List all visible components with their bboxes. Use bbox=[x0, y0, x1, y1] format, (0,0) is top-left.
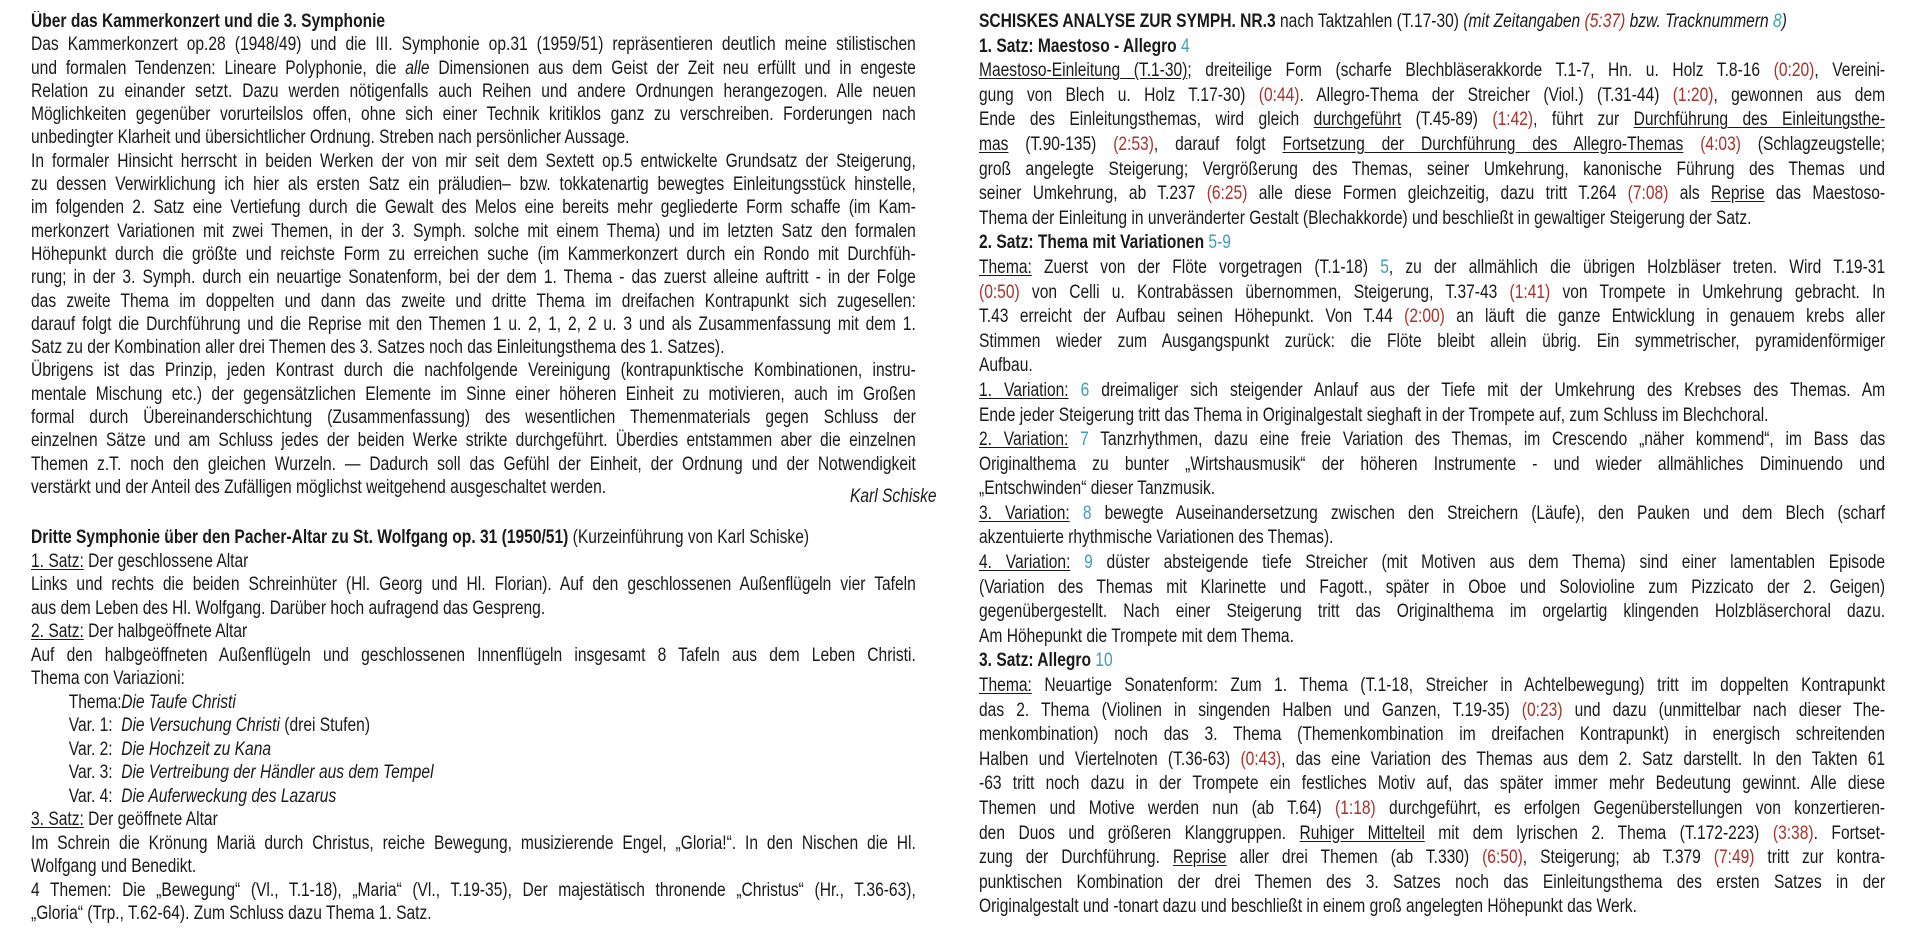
text-segment: Halben und Viertelnoten (T.36-63) bbox=[979, 748, 1241, 770]
text-segment: Satz zu der Kombination aller drei Themen des 3. Satzes noch das Einleitungsthema des 1. Satzes). bbox=[31, 337, 725, 359]
track-number: 5-9 bbox=[1208, 232, 1231, 254]
text-line bbox=[979, 895, 1885, 920]
text-segment: Auf den halbgeöffneten Außenflügeln und geschlossenen Innenflügeln insgesamt 8 Tafeln aus dem Leben Christi. bbox=[31, 644, 916, 666]
text-segment: Das Kammerkonzert op.28 (1948/49) und die III. Symphonie op.31 (1959/51) repräsentieren deutlich meine stilistischen bbox=[31, 34, 916, 56]
text-line bbox=[31, 103, 916, 126]
underlined-label: Thema: bbox=[979, 256, 1032, 278]
text-line bbox=[979, 723, 1885, 748]
text-segment: Tanzrhythmen, dazu eine freie Variation des Themas, im Crescendo „näher kommend“, im Bass das bbox=[1088, 429, 1886, 451]
text-segment: Thema con Variazioni: bbox=[31, 668, 185, 689]
text-line bbox=[979, 404, 1885, 429]
text-line bbox=[31, 57, 916, 80]
variation-label: Var. 2: bbox=[68, 738, 113, 760]
text-line bbox=[31, 808, 916, 832]
text-line bbox=[31, 220, 916, 243]
text-line bbox=[979, 256, 1885, 281]
text-segment: merkonzert Variationen mit zwei Themen, in der 3. Symph. solche mit einem Thema) und im letzten Satz den formalen bbox=[31, 220, 916, 242]
time-marker: (0:44) bbox=[1258, 84, 1300, 106]
essay-kammerkonzert-body bbox=[31, 10, 916, 499]
text-segment: „Gloria“ (Trp., T.62-64). Zum Schluss dazu Thema 1. Satz. bbox=[31, 903, 432, 924]
text-segment: (T.90-135) bbox=[1008, 133, 1114, 155]
underlined-label: Reprise bbox=[1172, 847, 1227, 869]
time-marker: (7:08) bbox=[1627, 183, 1669, 205]
text-segment: Der geöffnete Altar bbox=[83, 809, 218, 830]
text-line bbox=[979, 748, 1885, 773]
text-line bbox=[31, 691, 916, 715]
text-segment: von Celli u. Kontrabässen übernommen, Steigerung, T.37-43 bbox=[1019, 281, 1510, 303]
text-line bbox=[31, 667, 916, 691]
heading-text: 3. Satz: Allegro bbox=[979, 650, 1096, 672]
underlined-label: 3. Satz: bbox=[31, 809, 84, 830]
text-segment bbox=[1070, 503, 1083, 524]
text-segment: verstärkt und der Anteil des Zufälligen möglichst weitgehend ausgeschaltet werden. bbox=[31, 476, 607, 498]
text-line bbox=[31, 855, 916, 879]
heading-text: SCHISKES ANALYSE ZUR SYMPH. NR.3 bbox=[979, 11, 1276, 32]
text-segment: Themen z.T. noch den gleichen Wurzeln. — Dadurch soll das Gefühl der Einheit, der Ordnung und der Notwendigkeit bbox=[31, 453, 916, 475]
text-line bbox=[979, 526, 1885, 551]
underlined-label: 1. Satz: bbox=[31, 550, 84, 572]
text-line bbox=[979, 649, 1885, 674]
text-line bbox=[979, 108, 1885, 133]
text-line bbox=[31, 453, 916, 476]
track-number: 8 bbox=[1773, 11, 1782, 32]
text-segment: Aufbau. bbox=[979, 355, 1033, 377]
italic-text: bzw. Tracknummern bbox=[1625, 11, 1774, 32]
text-segment: zung der Durchführung. bbox=[979, 847, 1173, 869]
text-segment: Wolfgang und Benedikt. bbox=[31, 856, 197, 877]
text-line bbox=[979, 477, 1885, 502]
text-segment: Links und rechts die beiden Schreinhüter (Hl. Georg und Hl. Florian). Auf den geschlossenen Außenflügeln vier Tafeln bbox=[31, 574, 916, 595]
text-segment: groß angelegte Steigerung; Vergrößerung des Themas, seiner Umkehrung, kanonische Führung des Themas und bbox=[979, 158, 1886, 180]
text-line bbox=[979, 207, 1885, 232]
track-number: 10 bbox=[1095, 650, 1113, 672]
text-segment: , zu der allmählich die übrigen Holzbläser treten. Wird T.19-31 bbox=[1388, 256, 1886, 278]
variation-label: Thema: bbox=[68, 691, 122, 713]
text-line bbox=[979, 428, 1885, 453]
text-line bbox=[31, 526, 916, 550]
text-segment: Originalthema zu bunter „Wirtshausmusik“ der höheren Instrumente - und wieder allmähliches Diminuendo und bbox=[979, 453, 1886, 475]
text-segment: mentale Mischung etc.) der gegensätzlichen Elemente im Sinne einer höheren Einheit zu motivieren, auch im Großen bbox=[31, 383, 916, 405]
text-segment: das zweite Thema im doppelten und dann das zweite und dritte Thema im dreifachen Kontrapunkt sich zugesellen: bbox=[31, 290, 916, 312]
text-segment bbox=[1683, 134, 1700, 155]
text-line bbox=[979, 305, 1885, 330]
text-line bbox=[31, 902, 916, 926]
text-segment: Neuartige Sonatenform: Zum 1. Thema (T.1-18, Streicher in Achtelbewegung) tritt im doppelten Kontrapunkt bbox=[1031, 675, 1886, 697]
text-segment: (drei Stufen) bbox=[279, 715, 371, 736]
text-line bbox=[31, 313, 916, 336]
text-line bbox=[979, 625, 1885, 650]
time-marker: (0:23) bbox=[1521, 699, 1563, 721]
text-line bbox=[31, 406, 916, 429]
text-segment: düster absteigende tiefe Streicher (mit Motiven aus dem Thema) sind einer lamentablen Episode bbox=[1092, 552, 1886, 574]
text-line bbox=[979, 699, 1885, 724]
text-line bbox=[979, 35, 1885, 60]
underlined-label: durchgeführt bbox=[1313, 109, 1402, 131]
text-segment: aller drei Themen (ab T.330) bbox=[1226, 847, 1483, 869]
variation-label: Var. 1: bbox=[68, 715, 113, 736]
text-line bbox=[31, 150, 916, 173]
text-line bbox=[979, 133, 1885, 158]
text-line bbox=[979, 822, 1885, 847]
time-marker: (0:20) bbox=[1773, 60, 1815, 82]
variation-label: Var. 4: bbox=[68, 785, 113, 807]
heading-text: Über das Kammerkonzert und die 3. Symphonie bbox=[31, 11, 386, 32]
text-line bbox=[979, 59, 1885, 84]
text-line bbox=[31, 738, 916, 762]
underlined-label: Durchführung des Einleitungsthe- bbox=[1633, 109, 1886, 131]
text-line bbox=[979, 772, 1885, 797]
text-segment: im folgenden 2. Satz eine Vertiefung durch die Gewalt des Melos eine bereits mehr gegliederte Form schaffe (im Kam- bbox=[31, 197, 916, 219]
text-segment: Thema der Einleitung in unveränderter Gestalt (Blechakkorde) und beschließt in gewaltiger Steigerung der Satz. bbox=[979, 207, 1752, 229]
text-line bbox=[31, 644, 916, 668]
text-segment: nach Taktzahlen (T.17-30) bbox=[1275, 11, 1464, 32]
text-line bbox=[979, 502, 1885, 527]
text-segment: und formalen Tendenzen: Lineare Polyphonie, die bbox=[31, 57, 406, 79]
essay-kammerkonzert bbox=[31, 10, 916, 499]
time-marker: (6:25) bbox=[1206, 183, 1248, 205]
variation-label: Var. 3: bbox=[68, 762, 113, 783]
text-line bbox=[31, 714, 916, 738]
text-line bbox=[979, 379, 1885, 404]
text-segment: Möglichkeiten gegenüber vorurteilslos offen, ohne sich einer Technik kritiklos ganz zu verschreiben. Forderungen nach bbox=[31, 104, 916, 126]
text-segment: Dimensionen aus dem Geist der Zeit neu erfüllt und in engeste bbox=[429, 57, 916, 79]
time-marker: (1:41) bbox=[1509, 281, 1551, 303]
underlined-label: Ruhiger Mittelteil bbox=[1299, 822, 1425, 844]
text-segment: Zuerst von der Flöte vorgetragen (T.1-18) bbox=[1031, 256, 1381, 278]
text-segment: (Kurzeinführung von Karl Schiske) bbox=[568, 527, 810, 548]
text-segment: punktischen Kombination der drei Themen des 3. Satzes noch das Einleitungsthema des ersten Satzes in der bbox=[979, 871, 1886, 893]
text-segment: als bbox=[1668, 183, 1711, 205]
author-signature: Karl Schiske bbox=[850, 486, 937, 507]
text-line bbox=[979, 231, 1885, 256]
track-number: 5 bbox=[1380, 256, 1389, 278]
track-number: 4 bbox=[1181, 35, 1190, 57]
text-segment: Ende jeder Steigerung tritt das Thema in Originalgestalt sieghaft in der Trompete auf, zum Schluss im Blechchoral. bbox=[979, 404, 1769, 426]
text-line bbox=[31, 832, 916, 856]
track-number: 7 bbox=[1080, 429, 1089, 451]
text-line bbox=[31, 597, 916, 621]
text-segment: Übrigens ist das Prinzip, jeden Kontrast durch die nachfolgende Vereinigung (kontrapunktische Kombinationen, instru- bbox=[31, 360, 916, 382]
schiske-analysis-body bbox=[979, 10, 1885, 920]
text-segment: Höhepunkt durch die größte und reichste Form zu erreichen suche (im Kammerkonzert durch ein Rondo mit Durchfüh- bbox=[31, 243, 916, 265]
text-line bbox=[979, 551, 1885, 576]
time-marker: (1:20) bbox=[1672, 84, 1714, 106]
text-segment: Originalgestalt und -tonart dazu und beschließt in einem groß angelegten Höhepunkt das Werk. bbox=[979, 896, 1637, 918]
text-segment: durchgeführt, es erfolgen Gegenüberstellungen von konzertieren- bbox=[1375, 798, 1886, 819]
text-segment: , führt zur bbox=[1533, 109, 1634, 131]
underlined-label: 4. Variation: bbox=[979, 552, 1071, 574]
text-segment bbox=[1070, 552, 1084, 573]
underlined-label: 1. Variation: bbox=[979, 379, 1069, 401]
text-segment: unbedingter Klarheit und übersichtlicher Ordnung. Streben nach persönlicher Aussage. bbox=[31, 127, 630, 149]
text-line bbox=[31, 476, 916, 499]
time-marker: (7:49) bbox=[1713, 847, 1755, 869]
text-line bbox=[31, 290, 916, 313]
italic-text: (mit Zeitangaben bbox=[1463, 11, 1585, 32]
text-line bbox=[31, 879, 916, 903]
text-segment: Der geschlossene Altar bbox=[83, 550, 249, 572]
text-segment: Der halbgeöffnete Altar bbox=[83, 621, 248, 642]
time-marker: (3:38) bbox=[1772, 822, 1814, 844]
text-segment: Im Schrein die Krönung Mariä durch Christus, reiche Bewegung, musizierende Engel, „Gloria!“. In den Nischen die Hl. bbox=[31, 832, 916, 854]
underlined-label: mas bbox=[979, 133, 1009, 155]
text-line bbox=[31, 336, 916, 359]
text-line bbox=[979, 871, 1885, 896]
time-marker: (2:53) bbox=[1113, 133, 1154, 155]
text-segment: In formaler Hinsicht herrscht in beiden Werken der von mir seit dem Sextett op.5 entwickelte Grundsatz der Steigerung, bbox=[31, 150, 916, 172]
text-segment: an läuft die ganze Entwicklung in genauem krebs aller bbox=[1444, 306, 1886, 328]
heading-text: 1. Satz: Maestoso - Allegro bbox=[979, 35, 1182, 57]
text-segment: von Trompete in Umkehrung gebracht. In bbox=[1550, 281, 1886, 303]
text-line bbox=[979, 84, 1885, 109]
time-marker: (4:03) bbox=[1700, 133, 1741, 155]
text-segment: menkombination) noch das 3. Thema (Themenkombination im dreifachen Kontrapunkt) in energisch schreitenden bbox=[979, 724, 1886, 746]
text-segment: den Duos und größeren Klanggruppen. bbox=[979, 822, 1300, 844]
text-segment: -63 tritt noch dazu in der Trompete ein festliches Motiv auf, das später immer mehr Bedeutung gewinnt. Alle diese bbox=[979, 773, 1886, 795]
time-marker: (2:00) bbox=[1404, 306, 1445, 328]
underlined-label: Reprise bbox=[1710, 183, 1765, 205]
text-segment: (Schlagzeugstelle; bbox=[1740, 133, 1886, 155]
text-line bbox=[979, 158, 1885, 183]
text-line bbox=[31, 785, 916, 809]
text-line bbox=[31, 359, 916, 382]
text-segment: gung von Blech u. Holz T.17-30) bbox=[979, 84, 1259, 106]
text-segment: ; dreiteilige Form (scharfe Blechbläserakkorde T.1-7, Hn. u. Holz T.8-16 bbox=[1187, 60, 1774, 82]
underlined-label: Thema: bbox=[979, 675, 1032, 697]
underlined-label: 3. Variation: bbox=[979, 502, 1070, 524]
text-segment: einzelnen Sätze und am Schluss jedes der beiden Werke strikte durchgeführt. Überdies entstammen aber die einzelnen bbox=[31, 430, 916, 452]
schiske-analysis bbox=[979, 10, 1885, 920]
text-line bbox=[979, 281, 1885, 306]
text-segment: gegenübergestellt. Nach einer Steigerung tritt das Originalthema im orgelartig klingenden Holzbläserchoral dazu. bbox=[979, 601, 1886, 623]
underlined-label: 2. Variation: bbox=[979, 429, 1069, 451]
text-line bbox=[31, 173, 916, 196]
text-segment: T.43 erreicht der Aufbau seinen Höhepunkt. Von T.44 bbox=[979, 306, 1405, 328]
text-segment: formal durch Übereinanderschichtung (Zusammenfassung) des wesentlichen Themenmaterials gegen Schluss der bbox=[31, 407, 916, 429]
text-segment: darauf folgt die Durchführung und die Reprise mit den Themen 1 u. 2, 1, 2, 2 u. 3 und als Zusammenfassung mit dem 1. bbox=[31, 313, 916, 335]
text-segment: alle diese Formen gleichzeitig, dazu tritt T.264 bbox=[1247, 183, 1628, 205]
text-line bbox=[979, 10, 1885, 35]
time-marker: (6:50) bbox=[1482, 847, 1523, 869]
heading-text: Dritte Symphonie über den Pacher-Altar zu St. Wolfgang op. 31 (1950/51) bbox=[31, 527, 569, 548]
italic-text: Die Versuchung Christi bbox=[121, 715, 280, 736]
text-segment: , das eine Variation des Themas aus dem 2. Satz darstellt. In den Takten 61 bbox=[1281, 748, 1886, 770]
text-line bbox=[31, 266, 916, 289]
text-segment: . Allegro-Thema der Streicher (Viol.) (T.31-44) bbox=[1299, 84, 1673, 106]
italic-text: Die Hochzeit zu Kana bbox=[121, 738, 272, 760]
text-segment: 4 Themen: Die „Bewegung“ (Vl., T.1-18), „Maria“ (Vl., T.19-35), Der majestätisch thronende „Christus“ (Hr., T.36-63), bbox=[31, 879, 916, 901]
text-line bbox=[979, 797, 1885, 822]
track-number: 6 bbox=[1080, 379, 1090, 401]
track-number: 8 bbox=[1082, 502, 1092, 524]
time-marker: (0:50) bbox=[979, 281, 1020, 303]
text-line bbox=[31, 196, 916, 219]
text-line bbox=[31, 573, 916, 597]
text-line bbox=[31, 10, 916, 33]
track-number: 9 bbox=[1084, 552, 1093, 574]
text-segment: , Steigerung; ab T.379 bbox=[1522, 847, 1714, 869]
text-segment: , Vereini- bbox=[1814, 60, 1886, 82]
italic-text: Die Auferweckung des Lazarus bbox=[121, 785, 337, 807]
time-marker: (1:18) bbox=[1335, 798, 1376, 819]
text-line bbox=[979, 182, 1885, 207]
text-segment: Stimmen wieder zum Ausgangspunkt zurück: die Flöte bleibt allein übrig. Ein symmetrischer, pyramidenförmiger bbox=[979, 330, 1886, 352]
text-segment: (Variation des Themas mit Klarinette und Fagott., später in Oboe und Solovioline zum Pizzicato der 2. Geigen) bbox=[979, 576, 1886, 598]
text-segment: Themen und Motive werden nun (ab T.64) bbox=[979, 798, 1336, 819]
time-marker: (0:43) bbox=[1240, 748, 1282, 770]
text-line bbox=[31, 550, 916, 574]
underlined-label: Fortsetzung der Durchführung des Allegro-Themas bbox=[1282, 133, 1684, 155]
text-segment: mit dem lyrischen 2. Thema (T.172-223) bbox=[1424, 822, 1773, 844]
text-segment: und dazu (unmittelbar nach dieser The- bbox=[1562, 699, 1886, 721]
text-segment: Relation zu einander setzt. Dazu werden nötigenfalls auch Reihen und andere Ordnungen herangezogen. Alle neuen bbox=[31, 80, 916, 102]
text-line bbox=[31, 761, 916, 785]
text-line bbox=[31, 620, 916, 644]
text-line bbox=[979, 330, 1885, 355]
text-segment: (T.45-89) bbox=[1401, 109, 1493, 131]
text-line bbox=[31, 33, 916, 56]
text-segment: „Entschwinden“ dieser Tanzmusik. bbox=[979, 478, 1216, 500]
text-segment: akzentuierte rhythmische Variationen des Themas). bbox=[979, 527, 1334, 549]
text-segment: Ende des Einleitungsthemas, wird gleich bbox=[979, 109, 1314, 131]
underlined-label: Maestoso-Einleitung (T.1-30) bbox=[979, 60, 1188, 82]
text-segment: dreimaliger sich steigender Anlauf aus der Tiefe mit der Umkehrung des Krebses des Themas. Am bbox=[1089, 379, 1886, 401]
text-line bbox=[979, 354, 1885, 379]
text-line bbox=[979, 453, 1885, 478]
text-line bbox=[979, 674, 1885, 699]
text-line bbox=[979, 576, 1885, 601]
text-segment: aus dem Leben des Hl. Wolfgang. Darüber hoch aufragend das Gespreng. bbox=[31, 597, 546, 619]
heading-text: 2. Satz: Thema mit Variationen bbox=[979, 232, 1209, 254]
text-line bbox=[31, 80, 916, 103]
italic-text: alle bbox=[405, 57, 430, 79]
text-line bbox=[979, 600, 1885, 625]
italic-text: Die Taufe Christi bbox=[121, 691, 236, 713]
text-line bbox=[31, 429, 916, 452]
text-segment: , gewonnen aus dem bbox=[1713, 84, 1886, 106]
text-segment: rung; in der 3. Symph. durch ein neuartige Sonatenform, bei der dem 1. Thema - das zuerst alleine auftritt - in der Folge bbox=[31, 267, 916, 289]
underlined-label: 2. Satz: bbox=[31, 621, 84, 642]
text-segment: . Fortset- bbox=[1813, 822, 1886, 844]
text-segment: das Maestoso- bbox=[1764, 183, 1886, 205]
time-marker: (5:37) bbox=[1584, 11, 1626, 32]
text-segment: Am Höhepunkt die Trompete mit dem Thema. bbox=[979, 625, 1294, 647]
italic-text: Die Vertreibung der Händler aus dem Tempel bbox=[121, 762, 434, 783]
text-line bbox=[979, 846, 1885, 871]
text-line bbox=[31, 126, 916, 149]
text-segment: bewegte Auseinandersetzung zwischen den Streichern (Läufe), den Pauken und dem Blech (scharf bbox=[1091, 502, 1886, 524]
text-segment: tritt zur kontra- bbox=[1754, 847, 1886, 869]
text-segment: , darauf folgt bbox=[1153, 133, 1283, 155]
italic-text: ) bbox=[1781, 11, 1787, 32]
text-segment: seiner Umkehrung, ab T.237 bbox=[979, 183, 1207, 205]
text-segment: das 2. Thema (Violinen in singenden Halben und Ganzen, T.19-35) bbox=[979, 699, 1522, 721]
text-segment bbox=[1068, 429, 1080, 450]
text-segment: zu dessen Verwirklichung ich hier als ersten Satz ein präludien– bzw. tokkatenartig bewegtes Einleitungsstück hinstelle, bbox=[31, 174, 916, 196]
text-line bbox=[31, 383, 916, 406]
short-introduction-pacher-altar bbox=[31, 526, 916, 926]
text-segment bbox=[1069, 380, 1081, 401]
time-marker: (1:42) bbox=[1492, 109, 1534, 131]
text-line bbox=[31, 243, 916, 266]
short-introduction-body bbox=[31, 526, 916, 926]
